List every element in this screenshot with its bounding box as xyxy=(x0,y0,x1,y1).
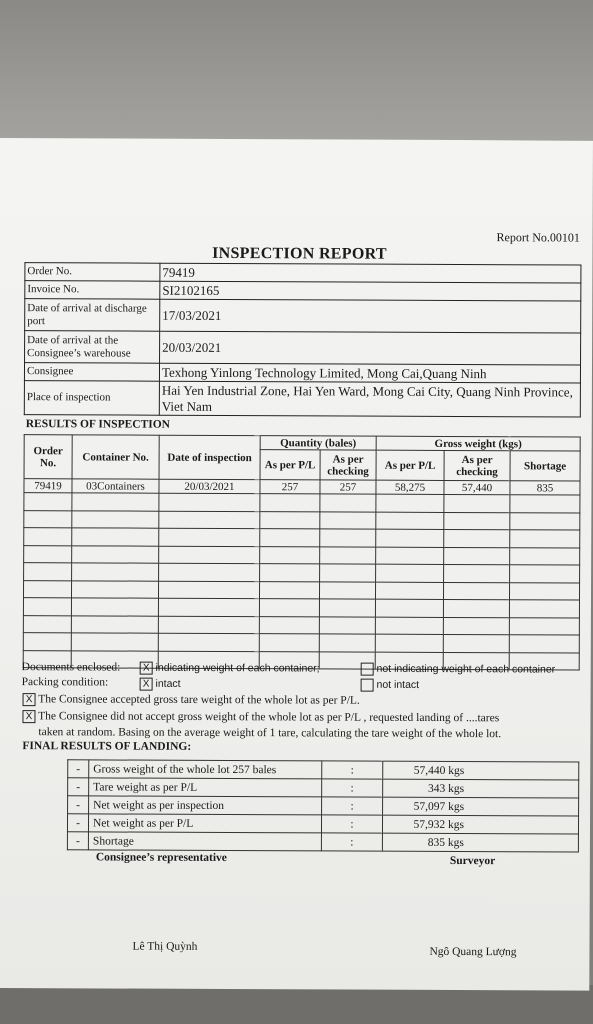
table-row xyxy=(67,814,578,834)
info-label: Date of arrival at the Consignee’s warehouse xyxy=(25,331,160,364)
checkbox-checked[interactable]: X xyxy=(22,710,35,723)
checkbox-checked[interactable]: X xyxy=(23,693,36,706)
colon: : xyxy=(321,815,382,833)
info-value: 79419 xyxy=(160,263,581,283)
checkbox-checked[interactable]: X xyxy=(140,678,153,691)
colon: : xyxy=(322,779,383,797)
col-group-gross-weight: Gross weight (kgs) xyxy=(376,436,580,451)
colon: : xyxy=(322,797,383,815)
final-desc: Tare weight as per P/L xyxy=(89,778,322,797)
info-value: 17/03/2021 xyxy=(160,299,581,333)
option-label: not intact xyxy=(376,678,420,691)
statement-text: The Consignee did not accept gross weight of the whole lot as per P/L , requested landing of ....tares xyxy=(38,710,500,725)
final-value: 57,440 kgs xyxy=(383,761,579,780)
documents-enclosed-label: Documents enclosed: xyxy=(21,661,121,674)
cell-gw-pl: 58,275 xyxy=(376,480,444,494)
header-info-table xyxy=(24,262,582,417)
statement-text: The Consignee accepted gross tare weight of the whole lot as per P/L. xyxy=(38,693,360,707)
cell-container: 03Containers xyxy=(72,479,159,493)
col-qty-as-per-checking: As per checking xyxy=(320,450,376,480)
info-label: Invoice No. xyxy=(25,281,160,300)
table-row xyxy=(68,796,579,816)
cell-qty-check: 257 xyxy=(320,480,376,494)
consignee-not-accepted-statement[interactable] xyxy=(22,710,499,725)
checkbox-unchecked[interactable] xyxy=(361,679,374,692)
cell-date: 20/03/2021 xyxy=(159,479,260,493)
results-section-title: RESULTS OF INSPECTION xyxy=(25,418,171,431)
option-label: not indicating weight of each container xyxy=(376,662,556,676)
col-container-no: Container No. xyxy=(72,435,159,479)
final-desc: Shortage xyxy=(88,832,321,851)
final-results-title: FINAL RESULTS OF LANDING: xyxy=(22,740,192,753)
cell-shortage: 835 xyxy=(510,481,580,495)
desk-background-top xyxy=(0,0,593,140)
info-value: 20/03/2021 xyxy=(160,331,581,365)
dash: - xyxy=(68,796,89,814)
final-desc: Gross weight of the whole lot 257 bales xyxy=(89,760,322,779)
option-label: indicating weight of each container; xyxy=(155,661,320,675)
info-row-invoice xyxy=(25,281,581,301)
desk-background-bottom xyxy=(0,985,593,1024)
packing-condition-label: Packing condition: xyxy=(21,676,109,689)
info-value: Texhong Yinlong Technology Limited, Mong Cai,Quang Ninh xyxy=(159,363,580,383)
dash: - xyxy=(67,814,88,832)
consignee-representative-label: Consignee’s representative xyxy=(95,851,227,864)
cell-order: 79419 xyxy=(24,479,72,493)
option-label: intact xyxy=(155,677,181,690)
final-desc: Net weight as per P/L xyxy=(88,814,321,833)
checkbox-checked[interactable]: X xyxy=(140,662,153,675)
table-row xyxy=(68,760,579,780)
surveyor-signatory-name: Ngô Quang Lượng xyxy=(429,945,517,959)
col-shortage: Shortage xyxy=(510,451,580,481)
consignee-signatory-name: Lê Thị Quỳnh xyxy=(132,940,198,953)
report-number: Report No.00101 xyxy=(496,230,580,245)
col-group-quantity: Quantity (bales) xyxy=(260,436,376,451)
inspection-report-paper xyxy=(0,138,593,991)
results-header-row-1 xyxy=(24,435,580,451)
col-date-of-inspection: Date of inspection xyxy=(159,435,260,479)
report-title: INSPECTION REPORT xyxy=(212,244,387,263)
final-desc: Net weight as per inspection xyxy=(89,796,322,815)
cell-gw-check: 57,440 xyxy=(444,480,510,494)
dash: - xyxy=(67,832,88,850)
final-value: 57,097 kgs xyxy=(383,797,579,816)
consignee-accepted-statement[interactable] xyxy=(23,693,360,707)
dash: - xyxy=(68,778,89,796)
info-value: SI2102165 xyxy=(160,281,581,301)
consignee-not-accepted-continued: taken at random. Basing on the average weight of 1 tare, calculating the tare weight of the whole lot. xyxy=(38,726,502,741)
col-gw-as-per-checking: As per checking xyxy=(444,450,510,480)
final-value: 57,932 kgs xyxy=(382,815,578,834)
info-label: Order No. xyxy=(25,263,160,282)
info-row-order xyxy=(25,263,581,283)
info-label: Date of arrival at discharge port xyxy=(25,299,160,332)
documents-option-indicating[interactable] xyxy=(140,662,320,676)
info-row-place xyxy=(24,381,580,417)
packing-option-not-intact[interactable] xyxy=(361,679,420,692)
checkbox-unchecked[interactable] xyxy=(361,663,374,676)
cell-qty-pl: 257 xyxy=(260,480,320,494)
results-table xyxy=(23,434,581,670)
info-row-discharge-arrival xyxy=(25,299,581,333)
col-order-no: Order No. xyxy=(24,435,72,479)
colon: : xyxy=(321,833,382,851)
documents-option-not-indicating[interactable] xyxy=(361,663,556,677)
info-label: Place of inspection xyxy=(24,381,159,416)
final-results-table xyxy=(67,759,579,852)
packing-option-intact[interactable] xyxy=(140,678,181,691)
info-value: Hai Yen Industrial Zone, Hai Yen Ward, Mong Cai City, Quang Ninh Province, Viet Nam xyxy=(159,381,580,417)
dash: - xyxy=(68,760,89,778)
info-row-consignee xyxy=(24,363,580,383)
table-row xyxy=(67,832,578,852)
col-qty-as-per-pl: As per P/L xyxy=(260,450,320,480)
surveyor-label: Surveyor xyxy=(449,854,496,868)
final-value: 835 kgs xyxy=(382,833,578,852)
colon: : xyxy=(322,761,383,779)
col-gw-as-per-pl: As per P/L xyxy=(376,450,444,480)
info-label: Consignee xyxy=(24,363,159,382)
final-value: 343 kgs xyxy=(383,779,579,798)
info-row-warehouse-arrival xyxy=(25,331,581,365)
table-row xyxy=(68,778,579,798)
